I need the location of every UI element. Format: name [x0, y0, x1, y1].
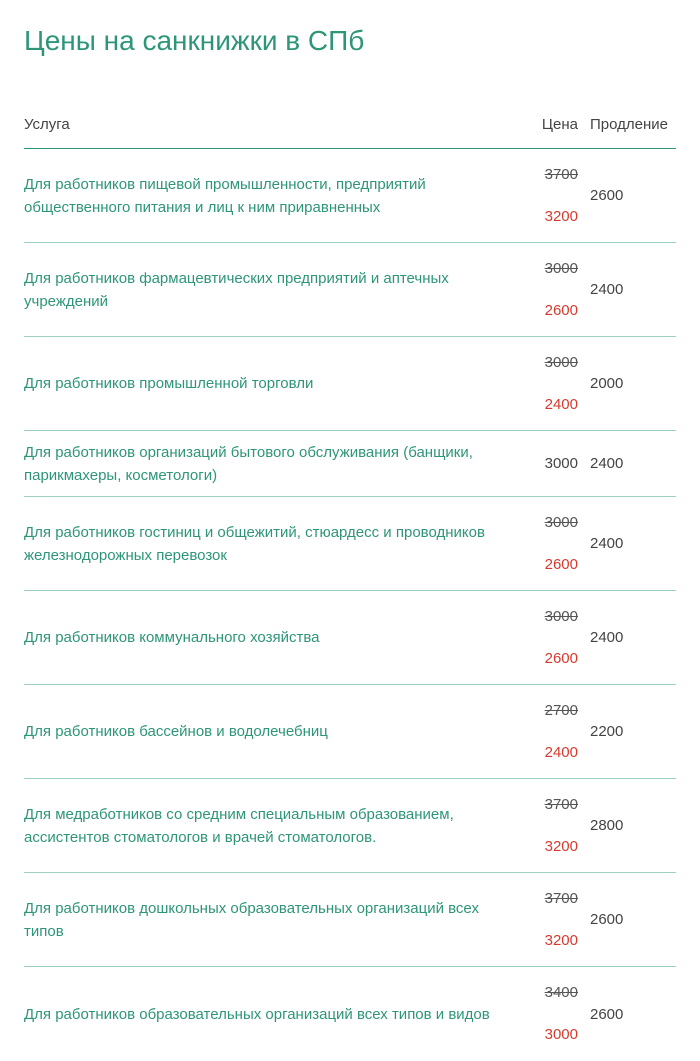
renewal-price: 2600: [590, 911, 624, 928]
old-price: 2700: [544, 701, 578, 719]
discount-price: 2400: [544, 743, 578, 761]
table-row: [24, 243, 676, 337]
table-row: [24, 497, 676, 591]
renewal-price: 2400: [590, 455, 624, 472]
old-price: 3700: [544, 165, 578, 183]
table-row: [24, 873, 676, 967]
table-row: [24, 779, 676, 873]
service-name[interactable]: Для работников образовательных организаций всех типов и видов: [24, 1005, 490, 1023]
service-name[interactable]: Для работников фармацевтических предприятий и аптечных учреждений: [24, 269, 449, 310]
page-title: Цены на санкнижки в СПб: [24, 25, 365, 56]
header-service: Услуга: [24, 115, 70, 133]
discount-price: 2600: [544, 301, 578, 319]
price-cell: [530, 165, 578, 227]
service-name[interactable]: Для медработников со средним специальным образованием, ассистентов стоматологов и врачей стоматологов.: [24, 805, 454, 846]
table-row: [24, 337, 676, 431]
price-cell: [530, 607, 578, 669]
service-name[interactable]: Для работников организаций бытового обслуживания (банщики, парикмахеры, косметологи): [24, 443, 473, 484]
table-row: [24, 591, 676, 685]
service-name[interactable]: Для работников дошкольных образовательных организаций всех типов: [24, 899, 479, 940]
discount-price: 3200: [544, 837, 578, 855]
renewal-price: 2200: [590, 723, 624, 740]
renewal-price: 2000: [590, 375, 624, 392]
price-cell: [530, 454, 578, 474]
service-name[interactable]: Для работников гостиниц и общежитий, стюардесс и проводников железнодорожных перевозок: [24, 523, 485, 564]
renewal-price: 2400: [590, 629, 624, 646]
table-row: [24, 431, 676, 497]
header-price: Цена: [541, 115, 578, 133]
discount-price: 3000: [544, 1026, 578, 1043]
price-cell: [530, 701, 578, 763]
table-row: [24, 685, 676, 779]
price-cell: [530, 353, 578, 415]
renewal-price: 2600: [590, 1005, 624, 1023]
table-row: [24, 149, 676, 243]
price-cell: [530, 983, 578, 1045]
old-price: 3000: [544, 513, 578, 531]
discount-price: 2600: [544, 649, 578, 667]
discount-price: 3200: [544, 207, 578, 225]
header-renewal: Продление: [590, 115, 668, 133]
discount-price: 2600: [544, 555, 578, 573]
service-name[interactable]: Для работников промышленной торговли: [24, 375, 314, 392]
old-price: 3000: [544, 353, 578, 371]
discount-price: 3200: [544, 931, 578, 949]
table-header: [24, 100, 676, 149]
service-name[interactable]: Для работников бассейнов и водолечебниц: [24, 723, 328, 740]
old-price: 3700: [544, 889, 578, 907]
old-price: 3000: [544, 259, 578, 277]
renewal-price: 2800: [590, 817, 624, 834]
renewal-price: 2600: [590, 187, 624, 204]
renewal-price: 2400: [590, 281, 624, 298]
price-cell: [530, 513, 578, 575]
price-cell: [530, 795, 578, 857]
discount-price: 2400: [544, 395, 578, 413]
table-row: [24, 967, 676, 1061]
renewal-price: 2400: [590, 535, 624, 552]
price-cell: [530, 259, 578, 321]
service-name[interactable]: Для работников коммунального хозяйства: [24, 629, 320, 646]
old-price: 3700: [544, 795, 578, 813]
price: 3000: [544, 454, 578, 472]
price-cell: [530, 889, 578, 951]
old-price: 3000: [544, 607, 578, 625]
old-price: 3400: [544, 984, 578, 1001]
service-name[interactable]: Для работников пищевой промышленности, предприятий общественного питания и лиц к ним приравненных: [24, 175, 426, 216]
price-table: [24, 100, 676, 1061]
